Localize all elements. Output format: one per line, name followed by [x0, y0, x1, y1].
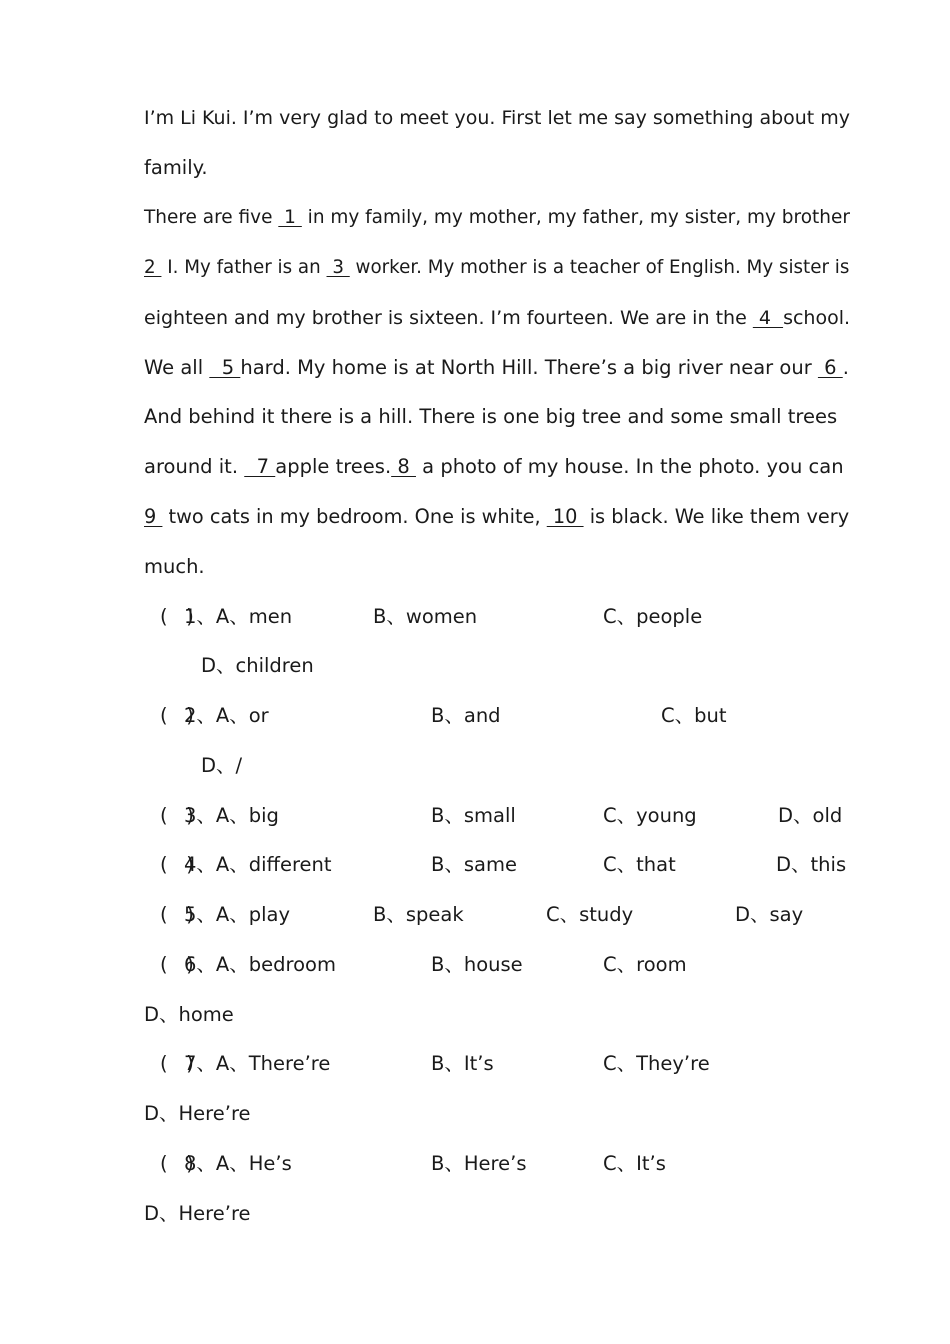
q2-option-c[interactable]: C、but	[661, 704, 727, 727]
passage-line-6: We all 5 hard. My home is at North Hill. There’s a big river near our 6 .	[144, 356, 849, 379]
q6-option-d[interactable]: D、home	[144, 1003, 234, 1026]
passage-line-1: I’m Li Kui. I’m very glad to meet you. First let me say something about my	[144, 107, 850, 129]
answer-paren-2[interactable]: ( )	[160, 704, 194, 727]
q6-option-b[interactable]: B、house	[431, 953, 523, 976]
blank-3[interactable]: 3	[326, 257, 350, 278]
passage-line-8: around it. 7 apple trees. 8 a photo of my house. In the photo. you can	[144, 455, 844, 478]
q3-option-a[interactable]: 3、A、big	[184, 804, 279, 827]
q8-option-a[interactable]: 8、A、He’s	[184, 1152, 292, 1175]
blank-1[interactable]: 1	[278, 207, 302, 228]
answer-paren-7[interactable]: ( )	[160, 1052, 194, 1075]
answer-paren-6[interactable]: ( )	[160, 953, 194, 976]
blank-8[interactable]: 8	[391, 455, 416, 478]
q4-option-b[interactable]: B、same	[431, 853, 517, 876]
blank-2[interactable]: 2	[144, 257, 162, 278]
passage-line-3: There are five 1 in my family, my mother, my father, my sister, my brother	[144, 207, 850, 228]
passage-line-5: eighteen and my brother is sixteen. I’m fourteen. We are in the 4 school.	[144, 307, 851, 329]
q2-option-a[interactable]: 2、A、or	[184, 704, 269, 727]
q8-option-b[interactable]: B、Here’s	[431, 1152, 527, 1175]
q4-option-a[interactable]: 4、A、different	[184, 853, 332, 876]
q1-option-b[interactable]: B、women	[373, 605, 478, 628]
blank-4[interactable]: 4	[752, 307, 784, 329]
q1-option-c[interactable]: C、people	[603, 605, 703, 628]
answer-paren-1[interactable]: ( )	[160, 605, 194, 628]
q4-option-d[interactable]: D、this	[776, 853, 847, 876]
blank-10[interactable]: 10	[546, 505, 584, 528]
q7-option-a[interactable]: 7、A、There’re	[184, 1052, 331, 1075]
passage-line-4: 2 I. My father is an 3 worker. My mother is a teacher of English. My sister is	[144, 257, 850, 278]
q3-option-b[interactable]: B、small	[431, 804, 516, 827]
q4-option-c[interactable]: C、that	[603, 853, 676, 876]
blank-9[interactable]: 9	[144, 505, 163, 528]
q1-option-d[interactable]: D、children	[201, 654, 314, 677]
answer-paren-3[interactable]: ( )	[160, 804, 194, 827]
blank-6[interactable]: 6	[817, 356, 843, 379]
q8-option-c[interactable]: C、It’s	[603, 1152, 666, 1175]
answer-paren-4[interactable]: ( )	[160, 853, 194, 876]
q6-option-a[interactable]: 6、A、bedroom	[184, 953, 336, 976]
q7-option-b[interactable]: B、It’s	[431, 1052, 494, 1075]
q3-option-d[interactable]: D、old	[778, 804, 843, 827]
q7-option-c[interactable]: C、They’re	[603, 1052, 710, 1075]
q2-option-d[interactable]: D、/	[201, 754, 243, 777]
passage-line-9: 9 two cats in my bedroom. One is white, 10 is black. We like them very	[144, 505, 850, 528]
q5-option-b[interactable]: B、speak	[373, 903, 464, 926]
blank-5[interactable]: 5	[209, 356, 241, 379]
q5-option-a[interactable]: 5、A、play	[184, 903, 291, 926]
passage-line-2: family.	[144, 156, 208, 179]
answer-paren-8[interactable]: ( )	[160, 1152, 194, 1175]
q8-option-d[interactable]: D、Here’re	[144, 1202, 251, 1225]
q1-option-a[interactable]: 1、A、men	[184, 605, 293, 628]
q5-option-d[interactable]: D、say	[735, 903, 804, 926]
q3-option-c[interactable]: C、young	[603, 804, 697, 827]
q6-option-c[interactable]: C、room	[603, 953, 687, 976]
blank-7[interactable]: 7	[244, 455, 276, 478]
q5-option-c[interactable]: C、study	[546, 903, 634, 926]
q7-option-d[interactable]: D、Here’re	[144, 1102, 251, 1125]
q2-option-b[interactable]: B、and	[431, 704, 501, 727]
passage-line-7: And behind it there is a hill. There is one big tree and some small trees	[144, 405, 838, 428]
answer-paren-5[interactable]: ( )	[160, 903, 194, 926]
passage-line-10: much.	[144, 555, 205, 578]
